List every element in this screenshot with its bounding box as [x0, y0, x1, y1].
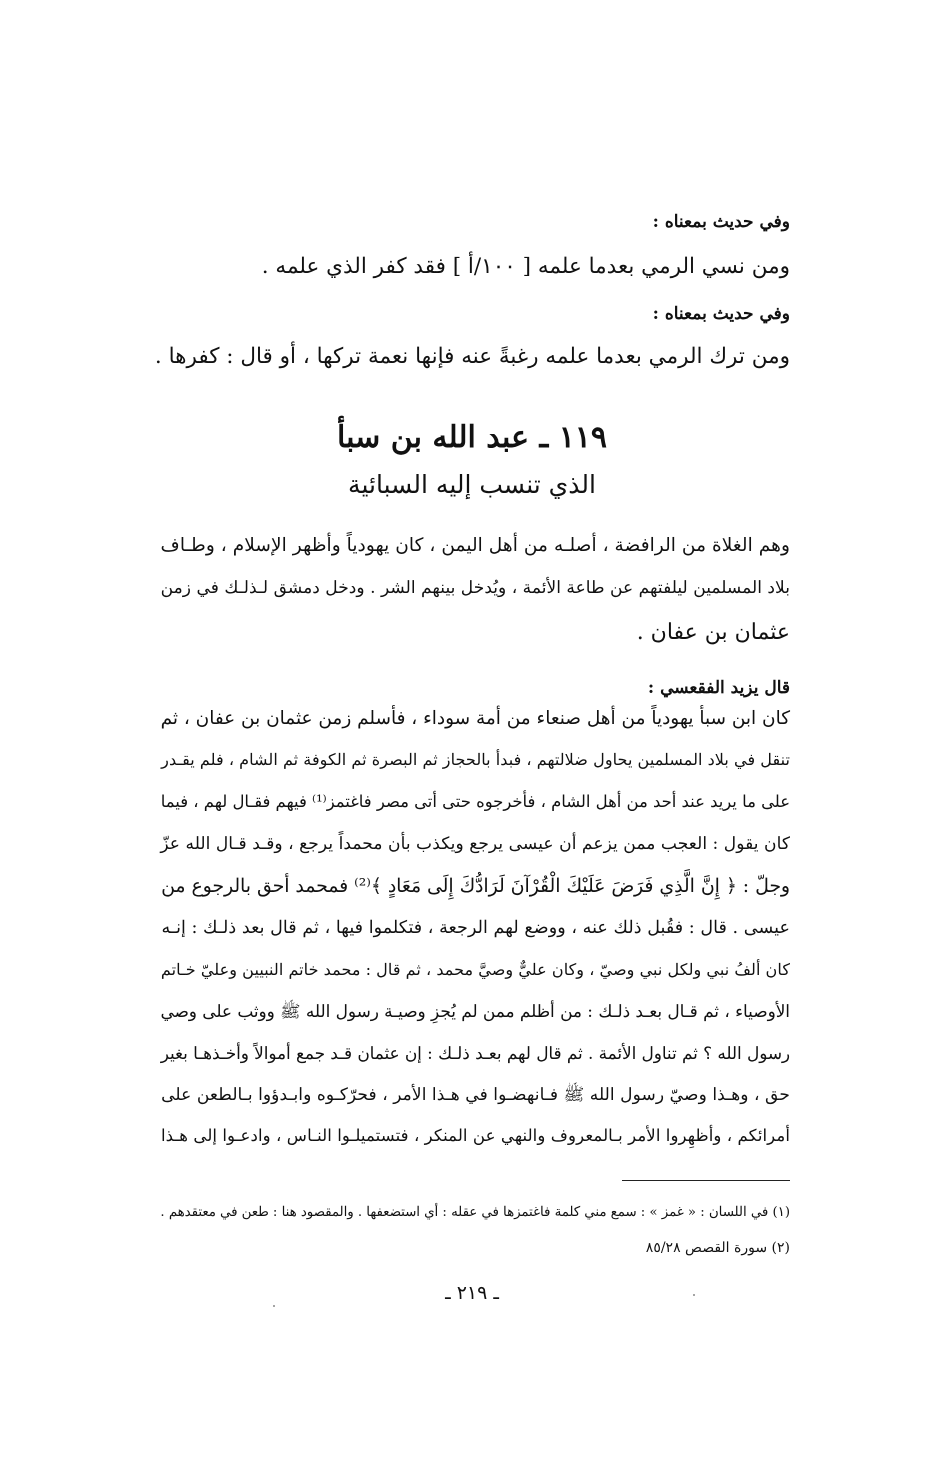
quote-line: تنقل في بلاد المسلمين يحاول ضلالتهم ، فبدأ بالحجاز ثم البصرة ثم الكوفة ثم الشام ، فلم يقـدر	[161, 750, 790, 769]
intro-line: بلاد المسلمين ليلفتهم عن طاعة الأئمة ، ويُدخل بينهم الشر . ودخل دمشق لـذلـك في زمن	[160, 578, 790, 598]
intro-line: عثمان بن عفان .	[636, 620, 790, 645]
page-number: ـ ٢١٩ ـ	[445, 1282, 499, 1304]
scan-speck	[693, 1294, 695, 1296]
footnote: (١) في اللسان : « غمز » : سمع مني كلمة فاغتمزها في عقله : أي استضعفها . والمقصود هنا : طعن في معتقدهم .	[160, 1205, 790, 1220]
quote-line: كان ألفُ نبي ولكل نبي وصيّ ، وكان عليٌّ وصيَّ محمد ، ثم قال : محمد خاتم النبيين وعليّ خـاتم	[160, 960, 790, 979]
hadith-text-1: ومن نسي الرمي بعدما علمه [ ١٠٠/أ ] فقد كفر الذي علمه .	[261, 254, 790, 279]
hadith-heading-2: وفي حديث بمعناه :	[652, 304, 790, 324]
scan-speck	[273, 1305, 275, 1307]
footnote-separator	[622, 1180, 790, 1181]
quote-line: الأوصياء ، ثم قـال بعـد ذلـك : من أظلم ممن لم يُجزِ وصيـة رسول الله ﷺ ووثب على وصي	[160, 1001, 790, 1021]
footnote: (٢) سورة القصص ٨٥/٢٨	[645, 1240, 790, 1256]
hadith-text-2: ومن ترك الرمي بعدما علمه رغبةً عنه فإنها نعمة تركها ، أو قال : كفرها .	[154, 344, 790, 369]
quote-line: كان يقول : العجب ممن يزعم أن عيسى يرجع ويكذب بأن محمداً يرجع ، وقـد قـال الله عزّ	[160, 834, 790, 854]
quote-line: عيسى . قال : فقُبل ذلك عنه ، ووضع لهم الرجعة ، فتكلموا فيها ، ثم قال بعد ذلـك : إنـه	[161, 918, 790, 938]
intro-line: وهم الغلاة من الرافضة ، أصلـه من أهل اليمن ، كان يهودياً وأظهر الإسلام ، وطـاف	[160, 535, 790, 556]
quote-line: وجلّ : ﴿ إِنَّ الَّذِي فَرَضَ عَلَيْكَ الْقُرْآنَ لَرَادُّكَ إِلَى مَعَادٍ ﴾⁽²⁾ فمحمد أحق بالرجوع من	[161, 876, 790, 897]
quote-line: حق ، وهـذا وصيّ رسول الله ﷺ فـانهضـوا في هـذا الأمر ، فحرّكـوه وابـدؤوا بـالطعن على	[161, 1085, 790, 1105]
quote-line: كان ابن سبأ يهودياً من أهل صنعاء من أمة سوداء ، فأسلم زمن عثمان بن عفان ، ثم	[160, 708, 790, 729]
entry-subtitle: الذي تنسب إليه السبائية	[348, 470, 596, 499]
quote-line: أمرائكم ، وأظهِروا الأمر بـالمعروف والنهي عن المنكر ، فتستميلـوا النـاس ، وادعـوا إلى هـذا	[160, 1125, 790, 1145]
quote-line: رسول الله ؟ ثم تناول الأئمة . ثم قال لهم بعـد ذلـك : إن عثمان قـد جمع أموالاً وأخـذهـا بغير	[160, 1043, 790, 1063]
quote-heading: قال يزيد الفقعسي :	[647, 678, 790, 698]
hadith-heading-1: وفي حديث بمعناه :	[652, 212, 790, 232]
quote-line: على ما يريد عند أحد من أهل الشام ، فأخرجوه حتى أتى مصر فاغتمز⁽¹⁾ فيهم فقـال لهم ، فيما	[160, 792, 790, 811]
entry-title: ١١٩ ـ عبد الله بن سبأ	[336, 420, 608, 455]
